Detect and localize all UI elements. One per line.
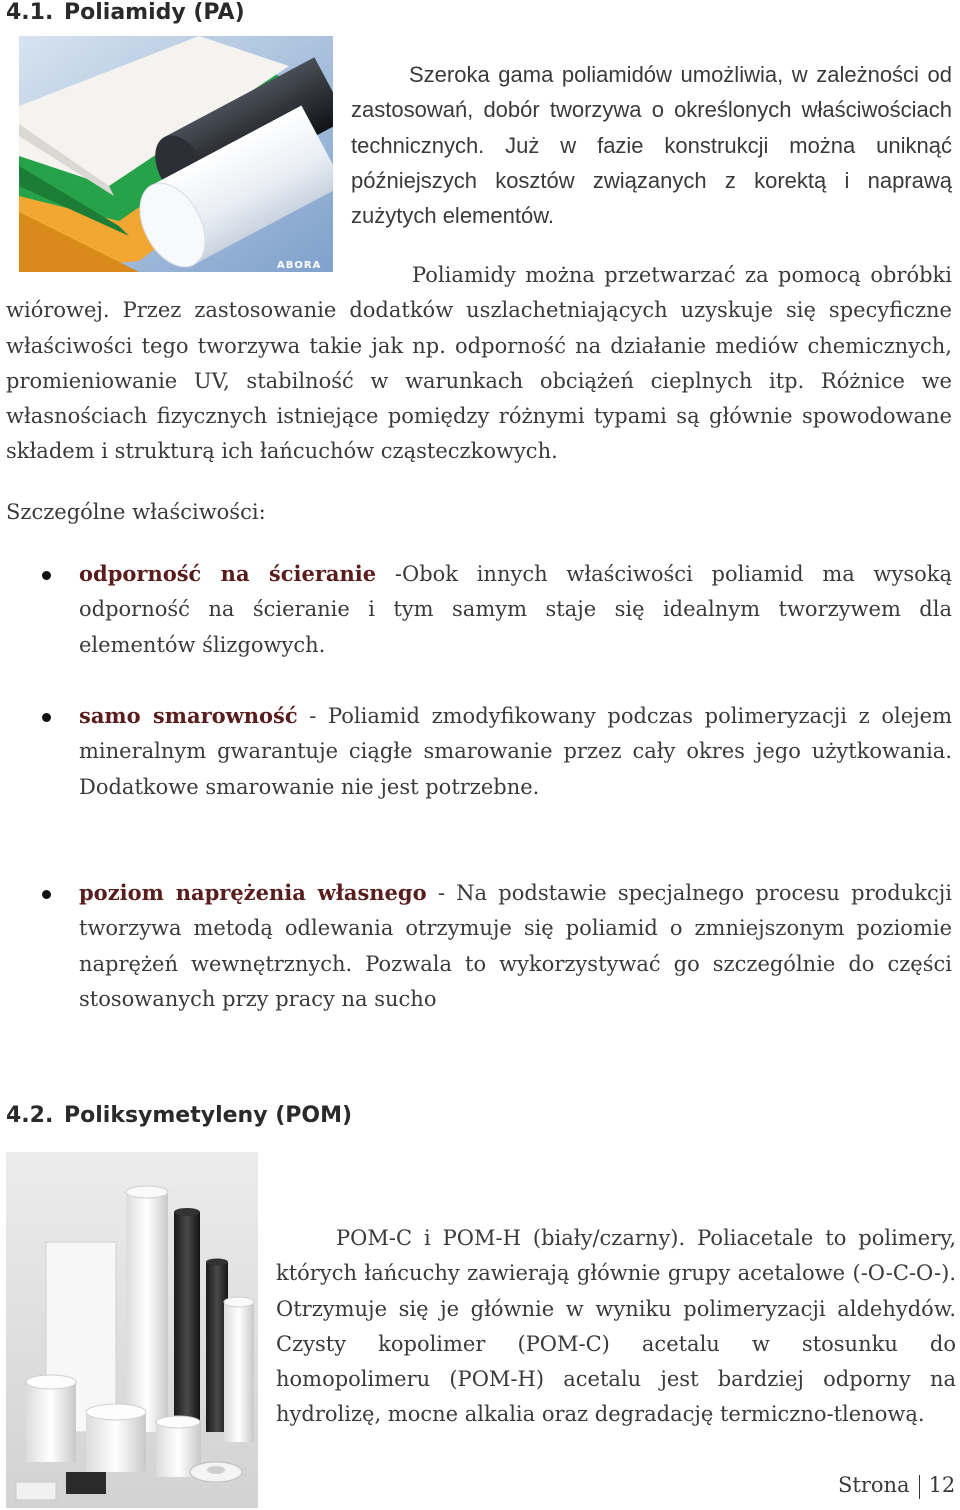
bullet-term: odporność na ścieranie xyxy=(79,561,377,586)
pom-parts-image xyxy=(6,1152,258,1508)
page-footer xyxy=(838,1473,955,1499)
bullet-text xyxy=(79,556,952,663)
properties-label: Szczególne właściwości: xyxy=(6,500,266,524)
bullet-description: -Obok innych właściwości poliamid ma wysoką odporność na ścieranie i tym samym staje się idealnym tworzywem dla elementów ślizgowych. xyxy=(79,562,952,657)
polyamide-materials-image xyxy=(19,36,333,272)
footer-separator xyxy=(919,1475,920,1499)
bullet-description: - Na podstawie specjalnego procesu produkcji tworzywa metodą odlewania otrzymuje się poliamid o zmniejszonym poziomie naprężeń wewnętrznych. Pozwala to wykorzystywać go szczególnie do części stosowanych przy pracy na sucho xyxy=(79,881,952,1011)
bullet-icon xyxy=(42,713,51,722)
section-title: Poliksymetyleny (POM) xyxy=(64,1103,353,1128)
bullet-icon xyxy=(42,890,51,899)
footer-label: Strona xyxy=(838,1473,910,1497)
section-number: 4.1. xyxy=(6,0,54,25)
bullet-term: samo smarowność xyxy=(79,703,298,728)
image-watermark: ABORA xyxy=(277,260,322,271)
bullet-description: - Poliamid zmodyfikowany podczas polimeryzacji z olejem mineralnym gwarantuje ciągłe smarowanie przez cały okres jego użytkowania. Dodatkowe smarowanie nie jest potrzebne. xyxy=(79,704,952,799)
bullet-text xyxy=(79,698,952,805)
section-heading-4-1 xyxy=(6,0,245,25)
page-number: 12 xyxy=(928,1473,956,1497)
bullet-icon xyxy=(42,571,51,580)
bullet-term: poziom naprężenia własnego xyxy=(79,880,427,905)
section1-body-paragraph: Poliamidy można przetwarzać za pomocą obróbki wiórowej. Przez zastosowanie dodatków uszlachetniających uzyskuje się specyficzne właściwości tego tworzywa takie jak np. odporność na działanie mediów chemicznych, promieniowanie UV, stabilność w warunkach obciążeń cieplnych itp. Różnice we własnościach fizycznych istniejące pomiędzy różnymi typami są głównie spowodowane składem i strukturą ich łańcuchów cząsteczkowych. xyxy=(6,263,952,464)
bullet-text xyxy=(79,875,952,1017)
section-number: 4.2. xyxy=(6,1103,54,1128)
pom-parts-illustration xyxy=(6,1152,258,1508)
section-heading-4-2 xyxy=(6,1103,352,1128)
section-title: Poliamidy (PA) xyxy=(64,0,245,25)
section1-intro-paragraph: Szeroka gama poliamidów umożliwia, w zależności od zastosowań, dobór tworzywa o określonych właściwościach technicznych. Już w fazie konstrukcji można uniknąć późniejszych kosztów związanych z korektą i naprawą zużytych elementów. xyxy=(351,62,952,229)
polyamide-materials-illustration xyxy=(19,36,333,272)
section2-body-paragraph: POM-C i POM-H (biały/czarny). Poliacetale to polimery, których łańcuchy zawierają głównie grupy acetalowe (-O-C-O-). Otrzymuje się je głównie w wyniku polimeryzacji aldehydów. Czysty kopolimer (POM-C) acetalu w stosunku do homopolimeru (POM-H) acetalu jest bardziej odporny na hydrolizę, mocne alkalia oraz degradację termiczno-tlenową. xyxy=(276,1226,956,1427)
